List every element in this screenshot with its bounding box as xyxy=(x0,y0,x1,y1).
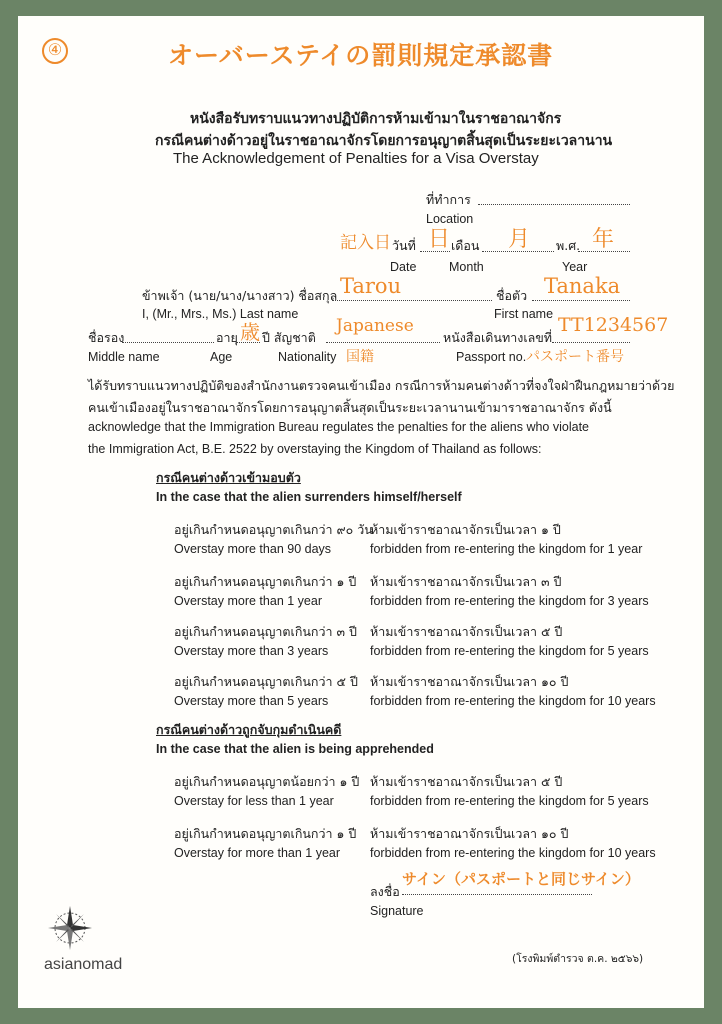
passport-field-line xyxy=(552,342,630,343)
last-name-label-english: I, (Mr., Mrs., Ms.) Last name xyxy=(142,307,299,321)
list-item: forbidden from re-entering the kingdom for 5 years xyxy=(370,794,649,808)
list-item: forbidden from re-entering the kingdom for 1 year xyxy=(370,542,643,556)
location-label-english: Location xyxy=(426,212,474,226)
last-name-field-line xyxy=(332,300,492,301)
month-value: 月 xyxy=(508,227,531,252)
first-name-label-thai: ชื่อตัว xyxy=(496,288,528,303)
list-item: อยู่เกินกำหนดอนุญาตเกินกว่า ๑ ปี xyxy=(174,574,357,589)
day-field-line xyxy=(420,251,450,252)
section2-heading-thai: กรณีคนต่างด้าวถูกจับกุมดำเนินคดี xyxy=(156,722,342,737)
date-label-english: Date xyxy=(390,260,417,274)
list-item: Overstay more than 5 years xyxy=(174,694,329,708)
compass-rose-icon xyxy=(46,904,94,956)
location-label-thai: ที่ทำการ xyxy=(426,192,471,207)
list-item: Overstay more than 90 days xyxy=(174,542,332,556)
year-label-english: Year xyxy=(562,260,588,274)
printer-note: (โรงพิมพ์ตำรวจ ต.ค. ๒๕๖๖) xyxy=(512,953,644,965)
section1-heading-english: In the case that the alien surrenders himself/herself xyxy=(156,490,462,504)
list-item: ห้ามเข้าราชอาณาจักรเป็นเวลา ๕ ปี xyxy=(370,774,563,789)
list-item: ห้ามเข้าราชอาณาจักรเป็นเวลา ๑๐ ปี xyxy=(370,674,569,689)
list-item: Overstay more than 1 year xyxy=(174,594,322,608)
list-item: อยู่เกินกำหนดอนุญาตเกินกว่า ๑ ปี xyxy=(174,826,357,841)
body-thai-line-2: คนเข้าเมืองอยู่ในราชอาณาจักรโดยการอนุญาตสิ้นสุดเป็นระยะเวลานานเข้ามาราชอาณาจักร ดังนี้ xyxy=(88,400,612,415)
list-item: forbidden from re-entering the kingdom for 5 years xyxy=(370,644,649,658)
body-thai-line-1: ได้รับทราบแนวทางปฏิบัติของสำนักงานตรวจคนเข้าเมือง กรณีการห้ามคนต่างด้าวที่จงใจฝ่าฝืนกฎหมายว่าด้วย xyxy=(88,378,675,393)
title-thai-line-2: กรณีคนต่างด้าวอยู่ในราชอาณาจักรโดยการอนุญาตสิ้นสุดเป็นระยะเวลานาน xyxy=(155,133,613,149)
section2-heading-english: In the case that the alien is being apprehended xyxy=(156,742,434,756)
signature-label-thai: ลงชื่อ xyxy=(370,884,400,899)
list-item: forbidden from re-entering the kingdom for 10 years xyxy=(370,694,656,708)
name-label-thai: ข้าพเจ้า (นาย/นาง/นางสาว) ชื่อสกุล xyxy=(142,288,338,303)
nationality-label-thai: ปี สัญชาติ xyxy=(262,330,316,345)
passport-label-english: Passport no. xyxy=(456,350,527,364)
month-label-thai: เดือน xyxy=(451,238,480,253)
signature-note-jp: サイン（パスポートと同じサイン） xyxy=(402,870,640,888)
month-label-english: Month xyxy=(449,260,484,274)
list-item: ห้ามเข้าราชอาณาจักรเป็นเวลา ๕ ปี xyxy=(370,624,563,639)
first-name-field-line xyxy=(532,300,630,301)
nationality-label-jp: 国籍 xyxy=(346,349,374,365)
middle-name-field-line xyxy=(122,342,214,343)
section1-heading-thai: กรณีคนต่างด้าวเข้ามอบตัว xyxy=(156,470,301,485)
year-field-line xyxy=(578,251,630,252)
day-label-thai: วันที่ xyxy=(392,238,416,253)
nationality-label-english: Nationality xyxy=(278,350,337,364)
title-english: The Acknowledgement of Penalties for a Visa Overstay xyxy=(173,150,539,167)
passport-label-thai: หนังสือเดินทางเลขที่ xyxy=(443,330,553,345)
age-value: 歳 xyxy=(240,320,260,344)
passport-value: TT1234567 xyxy=(558,314,669,336)
list-item: อยู่เกินกำหนดอนุญาตเกินกว่า ๙๐ วัน xyxy=(174,522,373,537)
last-name-value: Tarou xyxy=(340,274,402,298)
body-english-line-1: acknowledge that the Immigration Bureau regulates the penalties for the aliens who violate xyxy=(88,420,589,434)
nationality-field-line xyxy=(326,342,440,343)
age-label-thai: อายุ xyxy=(216,330,238,345)
list-item: อยู่เกินกำหนดอนุญาตเกินกว่า ๓ ปี xyxy=(174,624,357,639)
signature-label-english: Signature xyxy=(370,904,424,918)
month-field-line xyxy=(482,251,554,252)
first-name-value: Tanaka xyxy=(544,274,621,298)
document-page xyxy=(18,16,704,1008)
day-value: 日 xyxy=(428,227,451,252)
list-item: Overstay for more than 1 year xyxy=(174,846,341,860)
entry-date-label-jp: 記入日 xyxy=(340,233,391,253)
age-label-english: Age xyxy=(210,350,233,364)
list-item: อยู่เกินกำหนดอนุญาตน้อยกว่า ๑ ปี xyxy=(174,774,360,789)
nationality-value: Japanese xyxy=(336,316,414,336)
list-item: ห้ามเข้าราชอาณาจักรเป็นเวลา ๑ ปี xyxy=(370,522,561,537)
list-item: forbidden from re-entering the kingdom for 3 years xyxy=(370,594,649,608)
list-item: Overstay more than 3 years xyxy=(174,644,329,658)
middle-name-label-thai: ชื่อรอง xyxy=(88,330,125,345)
title-thai-line-1: หนังสือรับทราบแนวทางปฏิบัติการห้ามเข้ามาในราชอาณาจักร xyxy=(190,111,562,127)
japanese-title: オーバーステイの罰則規定承認書 xyxy=(168,41,554,70)
brand-logo-text: asianomad xyxy=(44,956,123,973)
body-english-line-2: the Immigration Act, B.E. 2522 by overstaying the Kingdom of Thailand as follows: xyxy=(88,442,542,456)
list-item: forbidden from re-entering the kingdom for 10 years xyxy=(370,846,656,860)
signature-field-line xyxy=(402,894,592,895)
middle-name-label-english: Middle name xyxy=(88,350,160,364)
age-field-line xyxy=(236,342,260,343)
list-item: ห้ามเข้าราชอาณาจักรเป็นเวลา ๑๐ ปี xyxy=(370,826,569,841)
list-item: ห้ามเข้าราชอาณาจักรเป็นเวลา ๓ ปี xyxy=(370,574,562,589)
list-item: Overstay for less than 1 year xyxy=(174,794,334,808)
first-name-label-english: First name xyxy=(494,307,554,321)
year-value: 年 xyxy=(592,227,615,252)
step-number-badge: ④ xyxy=(42,38,68,64)
passport-label-jp: パスポート番号 xyxy=(526,349,624,365)
year-label-thai: พ.ศ. xyxy=(556,238,581,253)
list-item: อยู่เกินกำหนดอนุญาตเกินกว่า ๕ ปี xyxy=(174,674,358,689)
location-field-line xyxy=(478,204,630,205)
